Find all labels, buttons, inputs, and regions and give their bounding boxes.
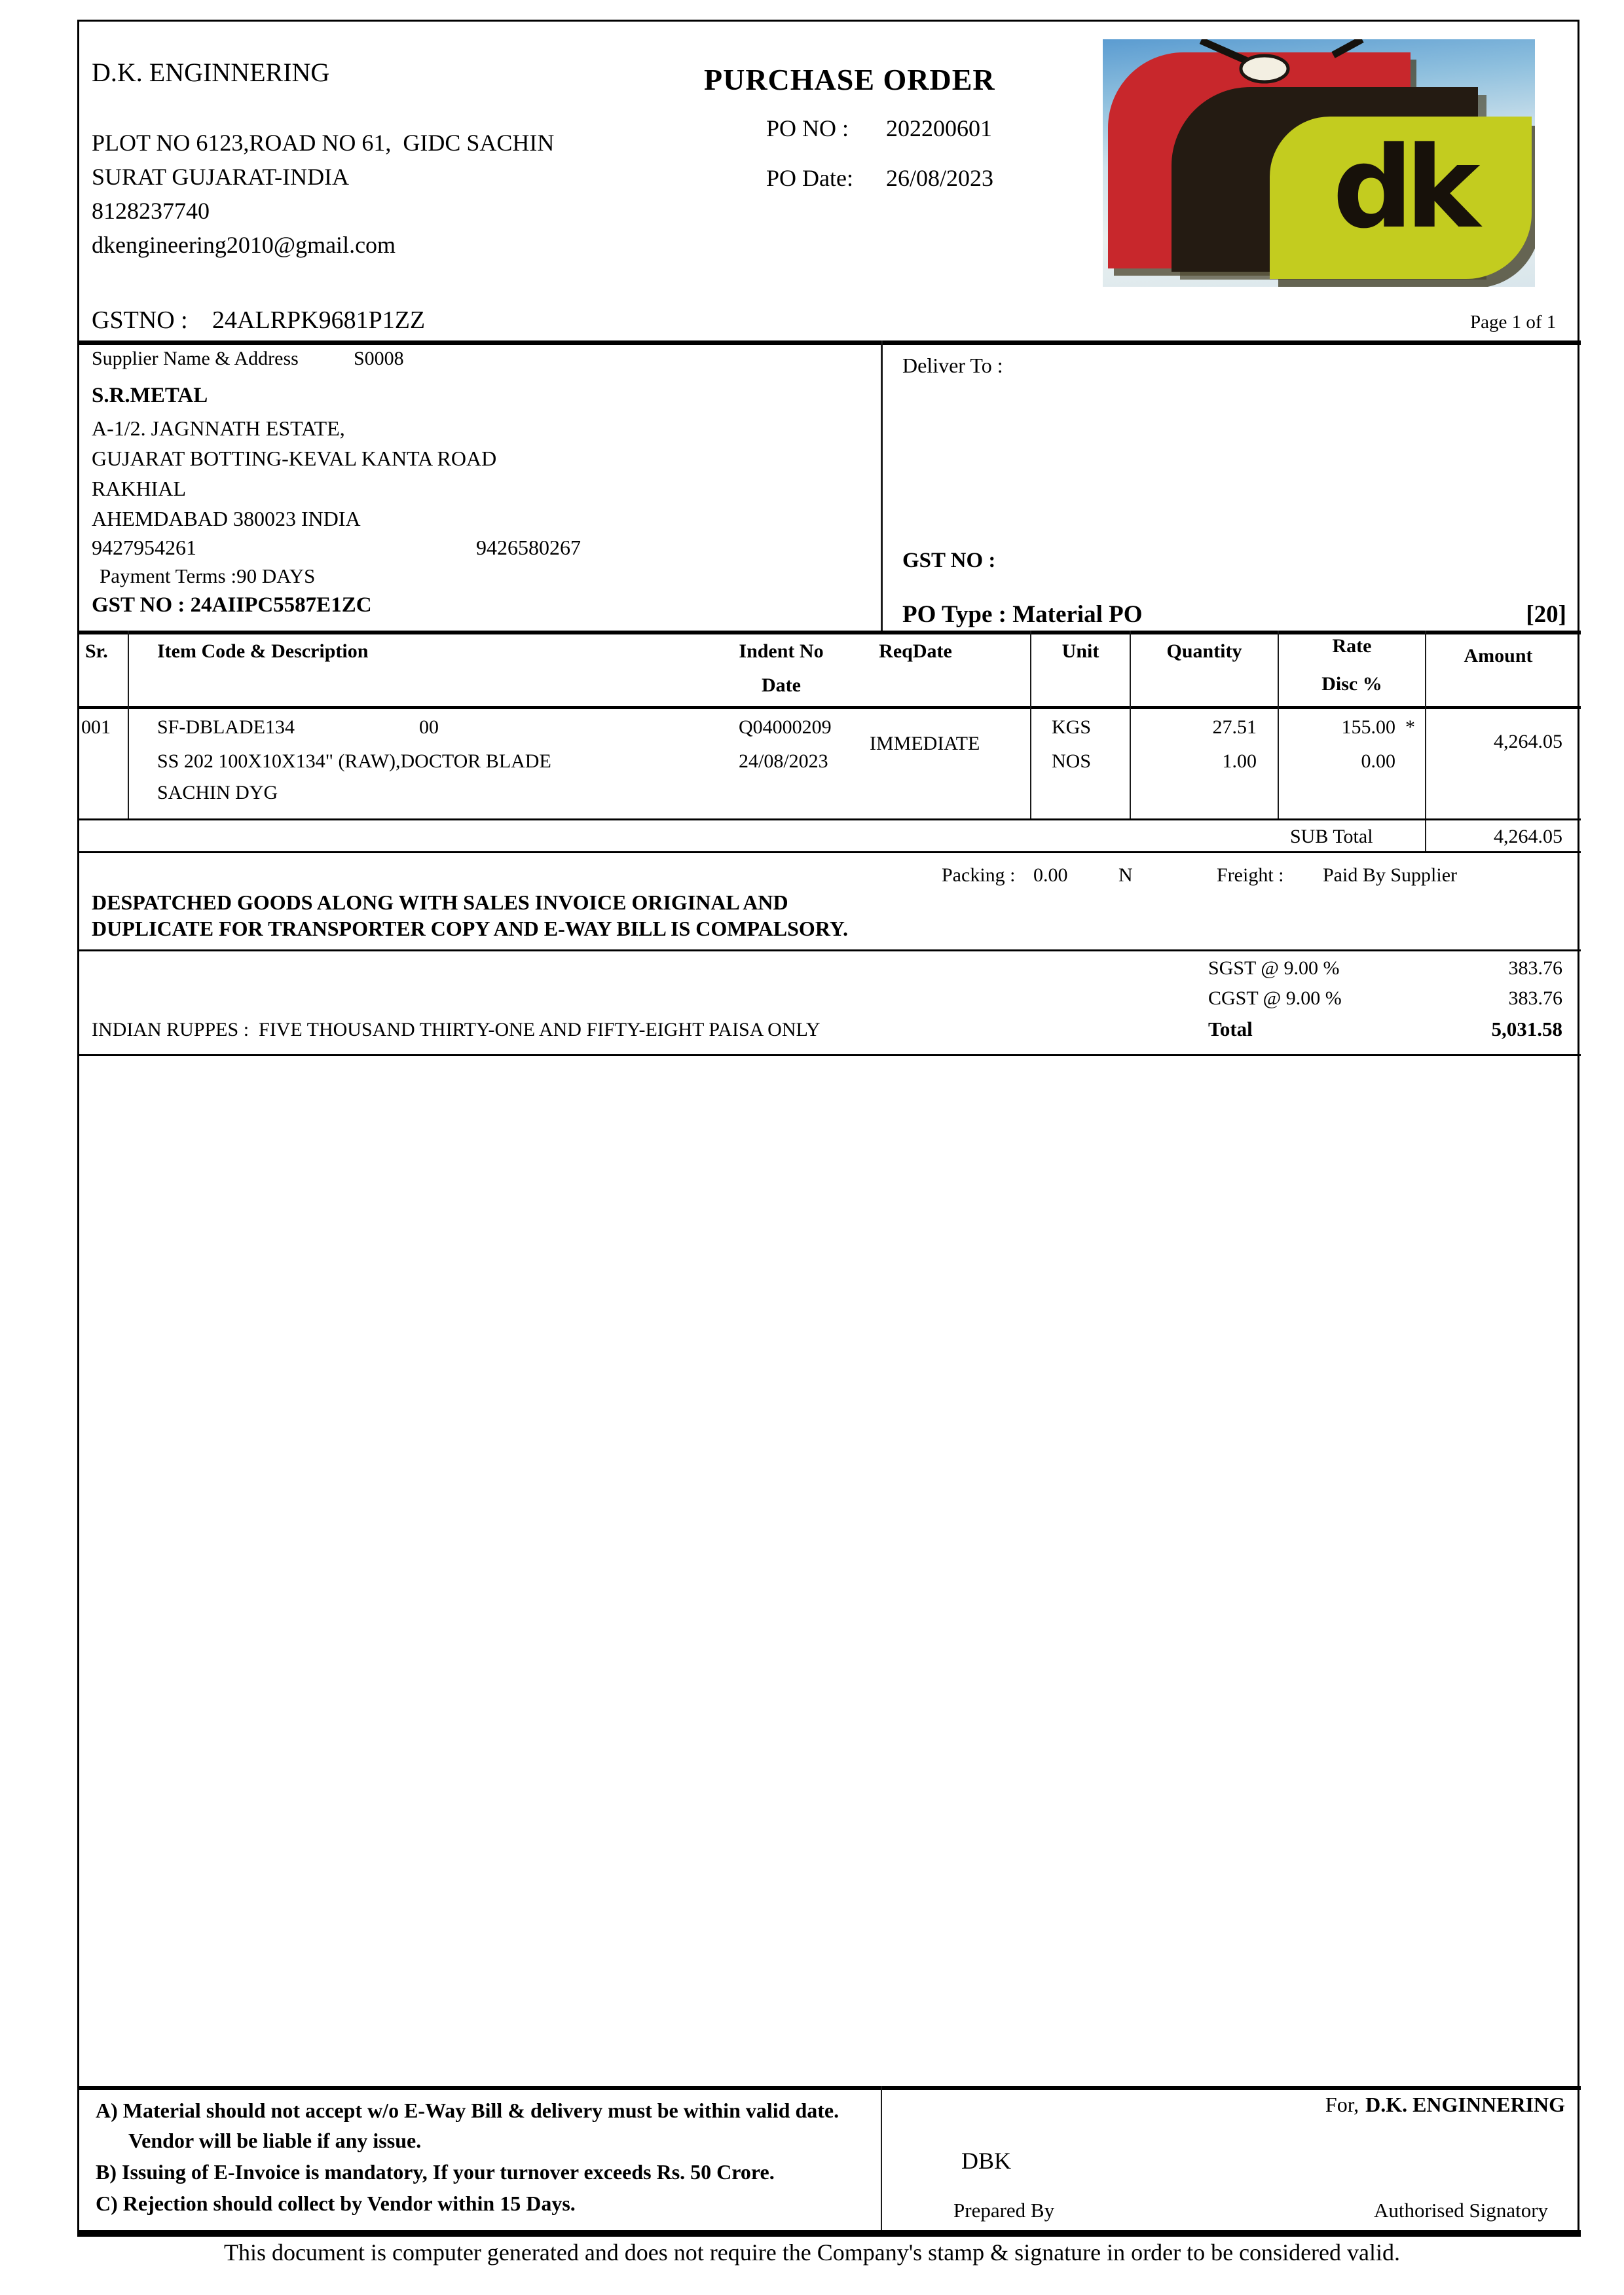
table-top-border — [77, 631, 1581, 634]
deliver-to-label: Deliver To : — [902, 354, 1003, 377]
freight-label: Freight : — [1217, 864, 1284, 886]
po-date-value: 26/08/2023 — [886, 165, 994, 191]
total-label: Total — [1208, 1018, 1253, 1040]
gstno-value: 24ALRPK9681P1ZZ — [212, 306, 426, 334]
row-reqdate: IMMEDIATE — [870, 733, 980, 754]
po-no-label: PO NO : — [766, 115, 849, 141]
row-qty-2: 1.00 — [1222, 750, 1257, 772]
row-rate-1: 155.00 — [1341, 716, 1395, 738]
footer-note-c: C) Rejection should collect by Vendor within 15 Days. — [96, 2192, 576, 2215]
authorised-signatory-label: Authorised Signatory — [1374, 2199, 1549, 2222]
document-bottom-border — [77, 2230, 1581, 2237]
company-name: D.K. ENGINNERING — [92, 58, 330, 87]
company-address-line1: PLOT NO 6123,ROAD NO 61, GIDC SACHIN — [92, 130, 555, 156]
col-header-reqdate: ReqDate — [879, 640, 952, 662]
col-header-item: Item Code & Description — [157, 640, 369, 662]
document-border — [77, 20, 1579, 2233]
supplier-address-line: RAKHIAL — [92, 477, 186, 500]
table-header-bottom-border — [77, 706, 1581, 709]
row-unit-2: NOS — [1052, 750, 1092, 772]
prepared-by-label: Prepared By — [953, 2199, 1055, 2222]
col-header-indent-no: Indent No — [739, 640, 824, 662]
for-company-name: D.K. ENGINNERING — [1365, 2093, 1565, 2116]
supplier-address-line: A-1/2. JAGNNATH ESTATE, — [92, 416, 345, 440]
packing-flag: N — [1118, 864, 1133, 886]
computer-generated-disclaimer: This document is computer generated and does not require the Company's stamp & signature in order to be considered valid. — [223, 2239, 1400, 2266]
footer-top-border — [77, 2086, 1581, 2090]
po-no-value: 202200601 — [886, 115, 992, 141]
row-indent-date: 24/08/2023 — [739, 750, 828, 772]
po-type: PO Type : Material PO — [902, 601, 1143, 628]
for-label: For, — [1325, 2093, 1359, 2116]
subtotal-label: SUB Total — [1290, 826, 1373, 847]
supplier-gst: GST NO : 24AIIPC5587E1ZC — [92, 593, 372, 617]
subtotal-value: 4,264.05 — [1494, 826, 1562, 847]
row-rate-2: 0.00 — [1361, 750, 1395, 772]
company-logo — [1103, 39, 1535, 287]
row-description-1: SS 202 100X10X134" (RAW),DOCTOR BLADE — [157, 750, 551, 772]
footer-note-a: A) Material should not accept w/o E-Way Bill & delivery must be within valid date. — [96, 2099, 840, 2122]
col-header-sr: Sr. — [85, 640, 108, 662]
supplier-phone-1: 9427954261 — [92, 536, 196, 559]
col-header-disc: Disc % — [1321, 673, 1382, 695]
gstno-label: GSTNO : — [92, 306, 188, 334]
col-header-amount: Amount — [1464, 645, 1533, 667]
divider-header — [77, 340, 1581, 345]
logo-dk-text: dk — [1333, 122, 1473, 253]
divider-supplier-deliver — [881, 340, 883, 631]
col-header-rate: Rate — [1332, 635, 1372, 657]
prepared-by-value: DBK — [961, 2148, 1012, 2174]
tax-section-top-border — [77, 949, 1581, 951]
page-indicator: Page 1 of 1 — [1470, 312, 1557, 333]
supplier-address-line: AHEMDABAD 380023 INDIA — [92, 507, 361, 530]
row-sr: 001 — [81, 716, 111, 738]
row-amount: 4,264.05 — [1494, 731, 1562, 752]
sgst-value: 383.76 — [1508, 957, 1562, 979]
document-title: PURCHASE ORDER — [704, 63, 995, 96]
col-header-quantity: Quantity — [1166, 640, 1242, 662]
subtotal-top-border — [77, 818, 1581, 820]
deliver-gst-label: GST NO : — [902, 549, 996, 572]
amount-in-words: INDIAN RUPPES : FIVE THOUSAND THIRTY-ONE AND FIFTY-EIGHT PAISA ONLY — [92, 1019, 821, 1040]
row-description-2: SACHIN DYG — [157, 782, 278, 803]
despatch-note-line2: DUPLICATE FOR TRANSPORTER COPY AND E-WAY BILL IS COMPALSORY. — [92, 917, 848, 940]
freight-value: Paid By Supplier — [1323, 864, 1458, 886]
despatch-note-line1: DESPATCHED GOODS ALONG WITH SALES INVOICE ORIGINAL AND — [92, 890, 788, 914]
for-company-line — [1325, 2093, 1565, 2117]
row-indent-no: Q04000209 — [739, 716, 832, 738]
supplier-phone-2: 9426580267 — [476, 536, 581, 559]
row-item-code: SF-DBLADE134 — [157, 716, 295, 738]
po-date-label: PO Date: — [766, 165, 853, 191]
row-unit-1: KGS — [1052, 716, 1092, 738]
supplier-section-label: Supplier Name & Address — [92, 348, 299, 369]
footer-note-a2: Vendor will be liable if any issue. — [128, 2129, 422, 2152]
payment-terms: Payment Terms :90 DAYS — [100, 564, 316, 587]
subtotal-bottom-border — [77, 851, 1581, 853]
po-type-code: [20] — [1526, 601, 1566, 628]
company-email: dkengineering2010@gmail.com — [92, 232, 396, 258]
packing-label: Packing : — [942, 864, 1016, 886]
col-header-indent-date: Date — [762, 674, 801, 696]
tax-section-bottom-border — [77, 1054, 1581, 1056]
supplier-code: S0008 — [354, 348, 404, 369]
company-address-line2: SURAT GUJARAT-INDIA — [92, 164, 350, 190]
col-header-unit: Unit — [1061, 640, 1099, 662]
table-column-divider — [128, 631, 129, 818]
total-value: 5,031.58 — [1491, 1018, 1562, 1040]
footer-note-b: B) Issuing of E-Invoice is mandatory, If your turnover exceeds Rs. 50 Crore. — [96, 2160, 775, 2184]
row-item-suffix: 00 — [419, 716, 439, 738]
sgst-label: SGST @ 9.00 % — [1208, 957, 1340, 979]
logo-yellow-tag — [1270, 117, 1532, 279]
footer-divider — [881, 2086, 882, 2231]
supplier-address-line: GUJARAT BOTTING-KEVAL KANTA ROAD — [92, 447, 497, 470]
row-qty-1: 27.51 — [1212, 716, 1257, 738]
row-rate-star: * — [1405, 716, 1415, 738]
cgst-label: CGST @ 9.00 % — [1208, 987, 1342, 1009]
supplier-name: S.R.METAL — [92, 384, 208, 407]
company-phone: 8128237740 — [92, 198, 210, 224]
packing-value: 0.00 — [1033, 864, 1068, 886]
cgst-value: 383.76 — [1508, 987, 1562, 1009]
